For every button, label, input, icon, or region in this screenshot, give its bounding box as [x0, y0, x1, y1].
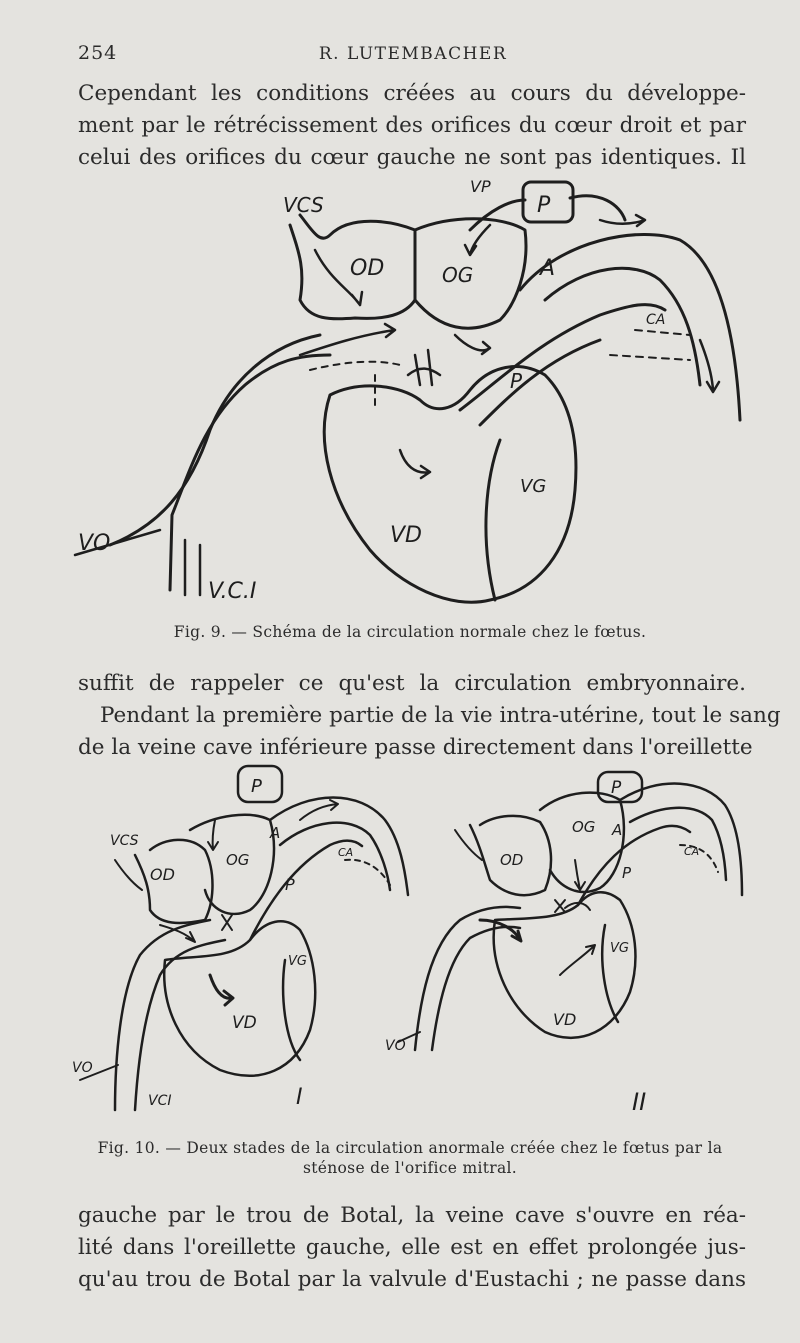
- fig9-label-p: P: [510, 369, 523, 393]
- fig10-1-label-vg: VG: [288, 954, 307, 969]
- fig9-label-vd: VD: [390, 523, 422, 548]
- fig9-label-vcs: VCS: [283, 193, 324, 217]
- fig9-foramen-valve: [408, 350, 440, 385]
- fig9-septum: [486, 440, 500, 600]
- fig9-label-ca: CA: [646, 312, 666, 328]
- fig10-1-aorta-arch-inner: [280, 823, 390, 890]
- fig9-label-vci: V.C.I: [208, 579, 257, 604]
- fig9-vci-vessel: [110, 335, 320, 545]
- fig10-2-label-p-box: P: [611, 778, 622, 798]
- fig10-1-label-p: P: [285, 875, 295, 894]
- page-number: 254: [78, 42, 118, 64]
- page-header: [78, 40, 748, 68]
- fig10-2-og-outline: [540, 793, 624, 892]
- fig10-2-septum: [602, 925, 618, 1022]
- text-line: lité dans l'oreillette gauche, elle est en effet prolongée jus-: [78, 1235, 746, 1260]
- fig9-label-od: OD: [350, 256, 385, 281]
- fig9-label-vo: VO: [78, 531, 111, 556]
- fig9-flow-arrow: [700, 340, 719, 392]
- fig10-1-ventricle: [164, 921, 315, 1075]
- figure-10-caption: [60, 1138, 760, 1178]
- fig10-2-label-vd: VD: [553, 1010, 577, 1029]
- fig9-ca-dash: [610, 330, 690, 360]
- fig9-flow-arrow: [455, 335, 490, 354]
- fig9-aorta-arch-inner: [545, 268, 700, 385]
- fig10-1-label-vd: VD: [232, 1013, 257, 1033]
- fig10-1-label-og: OG: [226, 851, 250, 869]
- fig10-1-vci-vessel-inner: [135, 940, 225, 1110]
- fig9-label-p-box: P: [537, 193, 551, 218]
- fig10-2-label-a: A: [612, 821, 623, 839]
- fig10-1-label-a: A: [270, 824, 281, 842]
- fig9-dashed-flow: [310, 362, 400, 405]
- fig10-stage-2: [385, 772, 742, 1116]
- fig10-1-label-vcs: VCS: [110, 833, 139, 849]
- fig10-2-flow-arrow: [575, 860, 585, 890]
- fig9-label-a: A: [540, 256, 556, 281]
- fig10-2-label-vg: VG: [610, 941, 629, 956]
- fig9-flow-arrow: [300, 324, 395, 355]
- fig10-1-label-ca: CA: [338, 846, 354, 859]
- running-head: R. LUTEMBACHER: [318, 44, 508, 64]
- fig10-2-label-numeral: II: [632, 1088, 647, 1116]
- fig9-flow-arrow: [400, 450, 430, 478]
- fig10-1-valve: [222, 915, 232, 930]
- text-line: qu'au trou de Botal par la valvule d'Eustachi ; ne passe dans: [78, 1267, 746, 1292]
- fig10-stage-1: [72, 766, 408, 1110]
- fig10-1-label-od: OD: [150, 865, 175, 884]
- figure-9-diagram: [0, 170, 800, 610]
- figure-10-caption-line-2: sténose de l'orifice mitral.: [303, 1159, 517, 1177]
- fig10-2-label-p: P: [622, 864, 632, 882]
- fig9-label-vp: VP: [470, 177, 491, 196]
- fig10-1-septum: [283, 960, 300, 1060]
- figure-10-caption-line-1: Fig. 10. — Deux stades de la circulation anormale créée chez le fœtus par la: [97, 1139, 723, 1157]
- fig9-vci-vessel-inner: [170, 355, 330, 590]
- fig10-2-aorta-arch-inner: [630, 808, 726, 880]
- paragraph-2: [78, 668, 781, 764]
- text-line: ment par le rétrécissement des orifices du cœur droit et par: [78, 113, 746, 138]
- fig10-1-flow-arrow: [115, 860, 142, 890]
- fig9-vci-stub: [185, 540, 200, 595]
- text-line: Cependant les conditions créées au cours du développe-: [78, 81, 746, 106]
- fig10-1-flow-arrow: [210, 975, 233, 1005]
- text-line: celui des orifices du cœur gauche ne sont pas identiques. Il: [78, 145, 746, 170]
- fig10-2-label-og: OG: [572, 818, 596, 836]
- fig10-1-label-numeral: I: [296, 1085, 303, 1110]
- fig9-pulmonary-arch-inner: [480, 340, 600, 425]
- fig10-2-label-vo: VO: [385, 1038, 406, 1054]
- fig10-1-label-p-box: P: [251, 776, 262, 797]
- paragraph-1: [78, 78, 746, 174]
- fig10-2-flow-arrow: [560, 945, 595, 975]
- paragraph-3: [78, 1200, 746, 1296]
- figure-10-diagram: [0, 760, 800, 1130]
- text-line: gauche par le trou de Botal, la veine cave s'ouvre en réa-: [78, 1203, 746, 1228]
- fig10-2-label-ca: CA: [684, 845, 700, 858]
- fig10-1-label-vo: VO: [72, 1060, 93, 1076]
- fig10-1-flow-arrow: [300, 800, 338, 820]
- text-line: de la veine cave inférieure passe directement dans l'oreillette: [78, 735, 753, 760]
- fig10-2-label-od: OD: [500, 851, 524, 869]
- text-line: suffit de rappeler ce qu'est la circulation embryonnaire.: [78, 671, 746, 696]
- fig9-label-og: OG: [442, 263, 474, 287]
- fig10-1-flow-arrow: [208, 820, 218, 850]
- text-line: Pendant la première partie de la vie intra-utérine, tout le sang: [100, 703, 781, 728]
- figure-9-caption: Fig. 9. — Schéma de la circulation normale chez le fœtus.: [173, 623, 647, 641]
- fig9-label-vg: VG: [520, 476, 547, 497]
- fig10-2-vci-vessel: [415, 907, 520, 1050]
- fig10-1-label-vci: VCI: [148, 1093, 172, 1109]
